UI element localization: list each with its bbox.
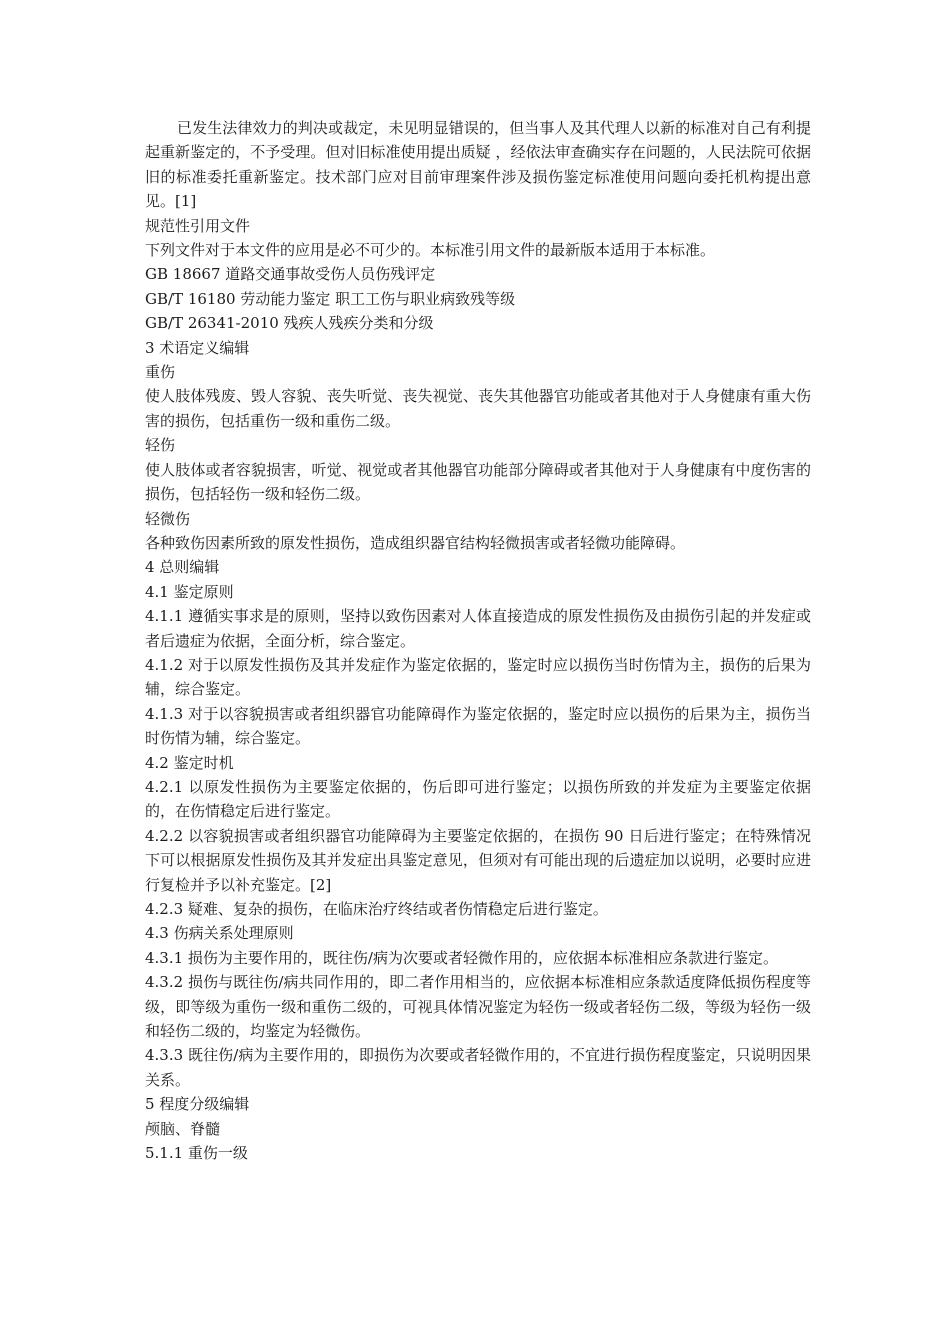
clause-4-1-2: 4.1.2 对于以原发性损伤及其并发症作为鉴定依据的，鉴定时应以损伤当时伤情为主，损伤的后果为辅，综合鉴定。 — [145, 655, 811, 699]
definition-minor-injury: 使人肢体或者容貌损害，听觉、视觉或者其他器官功能部分障碍或者其他对于人身健康有中度伤害的损伤，包括轻伤一级和轻伤二级。 — [145, 460, 811, 504]
clause-4-2-1: 4.2.1 以原发性损伤为主要鉴定依据的，伤后即可进行鉴定；以损伤所致的并发症为主要鉴定依据的，在伤情稳定后进行鉴定。 — [145, 777, 811, 821]
clause-4-2-3: 4.2.3 疑难、复杂的损伤，在临床治疗终结或者伤情稳定后进行鉴定。 — [145, 900, 608, 918]
heading-normative-references: 规范性引用文件 — [145, 216, 251, 235]
clause-4-3-3: 4.3.3 既往伤/病为主要作用的，即损伤为次要或者轻微作用的，不宜进行损伤程度鉴定，只说明因果关系。 — [145, 1046, 811, 1089]
heading-general-rules: 4 总则编辑 — [145, 558, 220, 577]
reference-gbt-26341: GB/T 26341-2010 残疾人残疾分类和分级 — [145, 314, 434, 333]
document-body — [145, 116, 811, 1165]
term-minor-injury: 轻伤 — [145, 436, 176, 455]
clause-4-3-1: 4.3.1 损伤为主要作用的，既往伤/病为次要或者轻微作用的，应依据本标准相应条款进行鉴定。 — [145, 948, 778, 967]
reference-gb-18667: GB 18667 道路交通事故受伤人员伤残评定 — [145, 265, 436, 284]
clause-4-2-2: 4.2.2 以容貌损害或者组织器官功能障碍为主要鉴定依据的，在损伤 90 日后进行鉴定；在特殊情况下可以根据原发性损伤及其并发症出具鉴定意见，但须对有可能出现的后遗症加以说明，必要时应进行复检并予以补充鉴定。[2] — [145, 826, 811, 894]
paragraph-retrial-rule: 已发生法律效力的判决或裁定，未见明显错误的，但当事人及其代理人以新的标准对自己有利提起重新鉴定的，不予受理。但对旧标准使用提出质疑 ，经依法审查确实存在问题的，人民法院可依据旧的标准委托重新鉴定。技术部门应对目前审理案件涉及损伤鉴定标准使用问题向委托机构提出意见。[1] — [145, 119, 811, 211]
clause-4-1-1: 4.1.1 遵循实事求是的原则，坚持以致伤因素对人体直接造成的原发性损伤及由损伤引起的并发症或者后遗症为依据，全面分析，综合鉴定。 — [145, 607, 811, 650]
definition-serious-injury: 使人肢体残废、毁人容貌、丧失听觉、丧失视觉、丧失其他器官功能或者其他对于人身健康有重大伤害的损伤，包括重伤一级和重伤二级。 — [145, 387, 811, 430]
term-serious-injury: 重伤 — [145, 363, 176, 382]
paragraph-references-intro: 下列文件对于本文件的应用是必不可少的。本标准引用文件的最新版本适用于本标准。 — [145, 241, 716, 260]
heading-brain-spinal-cord: 颅脑、脊髓 — [145, 1119, 221, 1138]
heading-4-1: 4.1 鉴定原则 — [145, 582, 234, 601]
heading-4-2: 4.2 鉴定时机 — [145, 753, 234, 772]
heading-terms-definitions: 3 术语定义编辑 — [145, 338, 250, 357]
clause-4-1-3: 4.1.3 对于以容貌损害或者组织器官功能障碍作为鉴定依据的，鉴定时应以损伤的后果为主，损伤当时伤情为辅，综合鉴定。 — [145, 704, 811, 748]
heading-grading: 5 程度分级编辑 — [145, 1095, 250, 1114]
clause-5-1-1: 5.1.1 重伤一级 — [145, 1144, 248, 1163]
definition-slight-injury: 各种致伤因素所致的原发性损伤，造成组织器官结构轻微损害或者轻微功能障碍。 — [145, 533, 686, 552]
heading-4-3: 4.3 伤病关系处理原则 — [145, 924, 294, 943]
clause-4-3-2: 4.3.2 损伤与既往伤/病共同作用的，即二者作用相当的，应依据本标准相应条款适度降低损伤程度等级，即等级为重伤一级和重伤二级的，可视具体情况鉴定为轻伤一级或者轻伤二级，等级为轻伤一级和轻伤二级的，均鉴定为轻微伤。 — [145, 973, 811, 1041]
reference-gbt-16180: GB/T 16180 劳动能力鉴定 职工工伤与职业病致残等级 — [145, 289, 516, 308]
term-slight-injury: 轻微伤 — [145, 509, 191, 528]
